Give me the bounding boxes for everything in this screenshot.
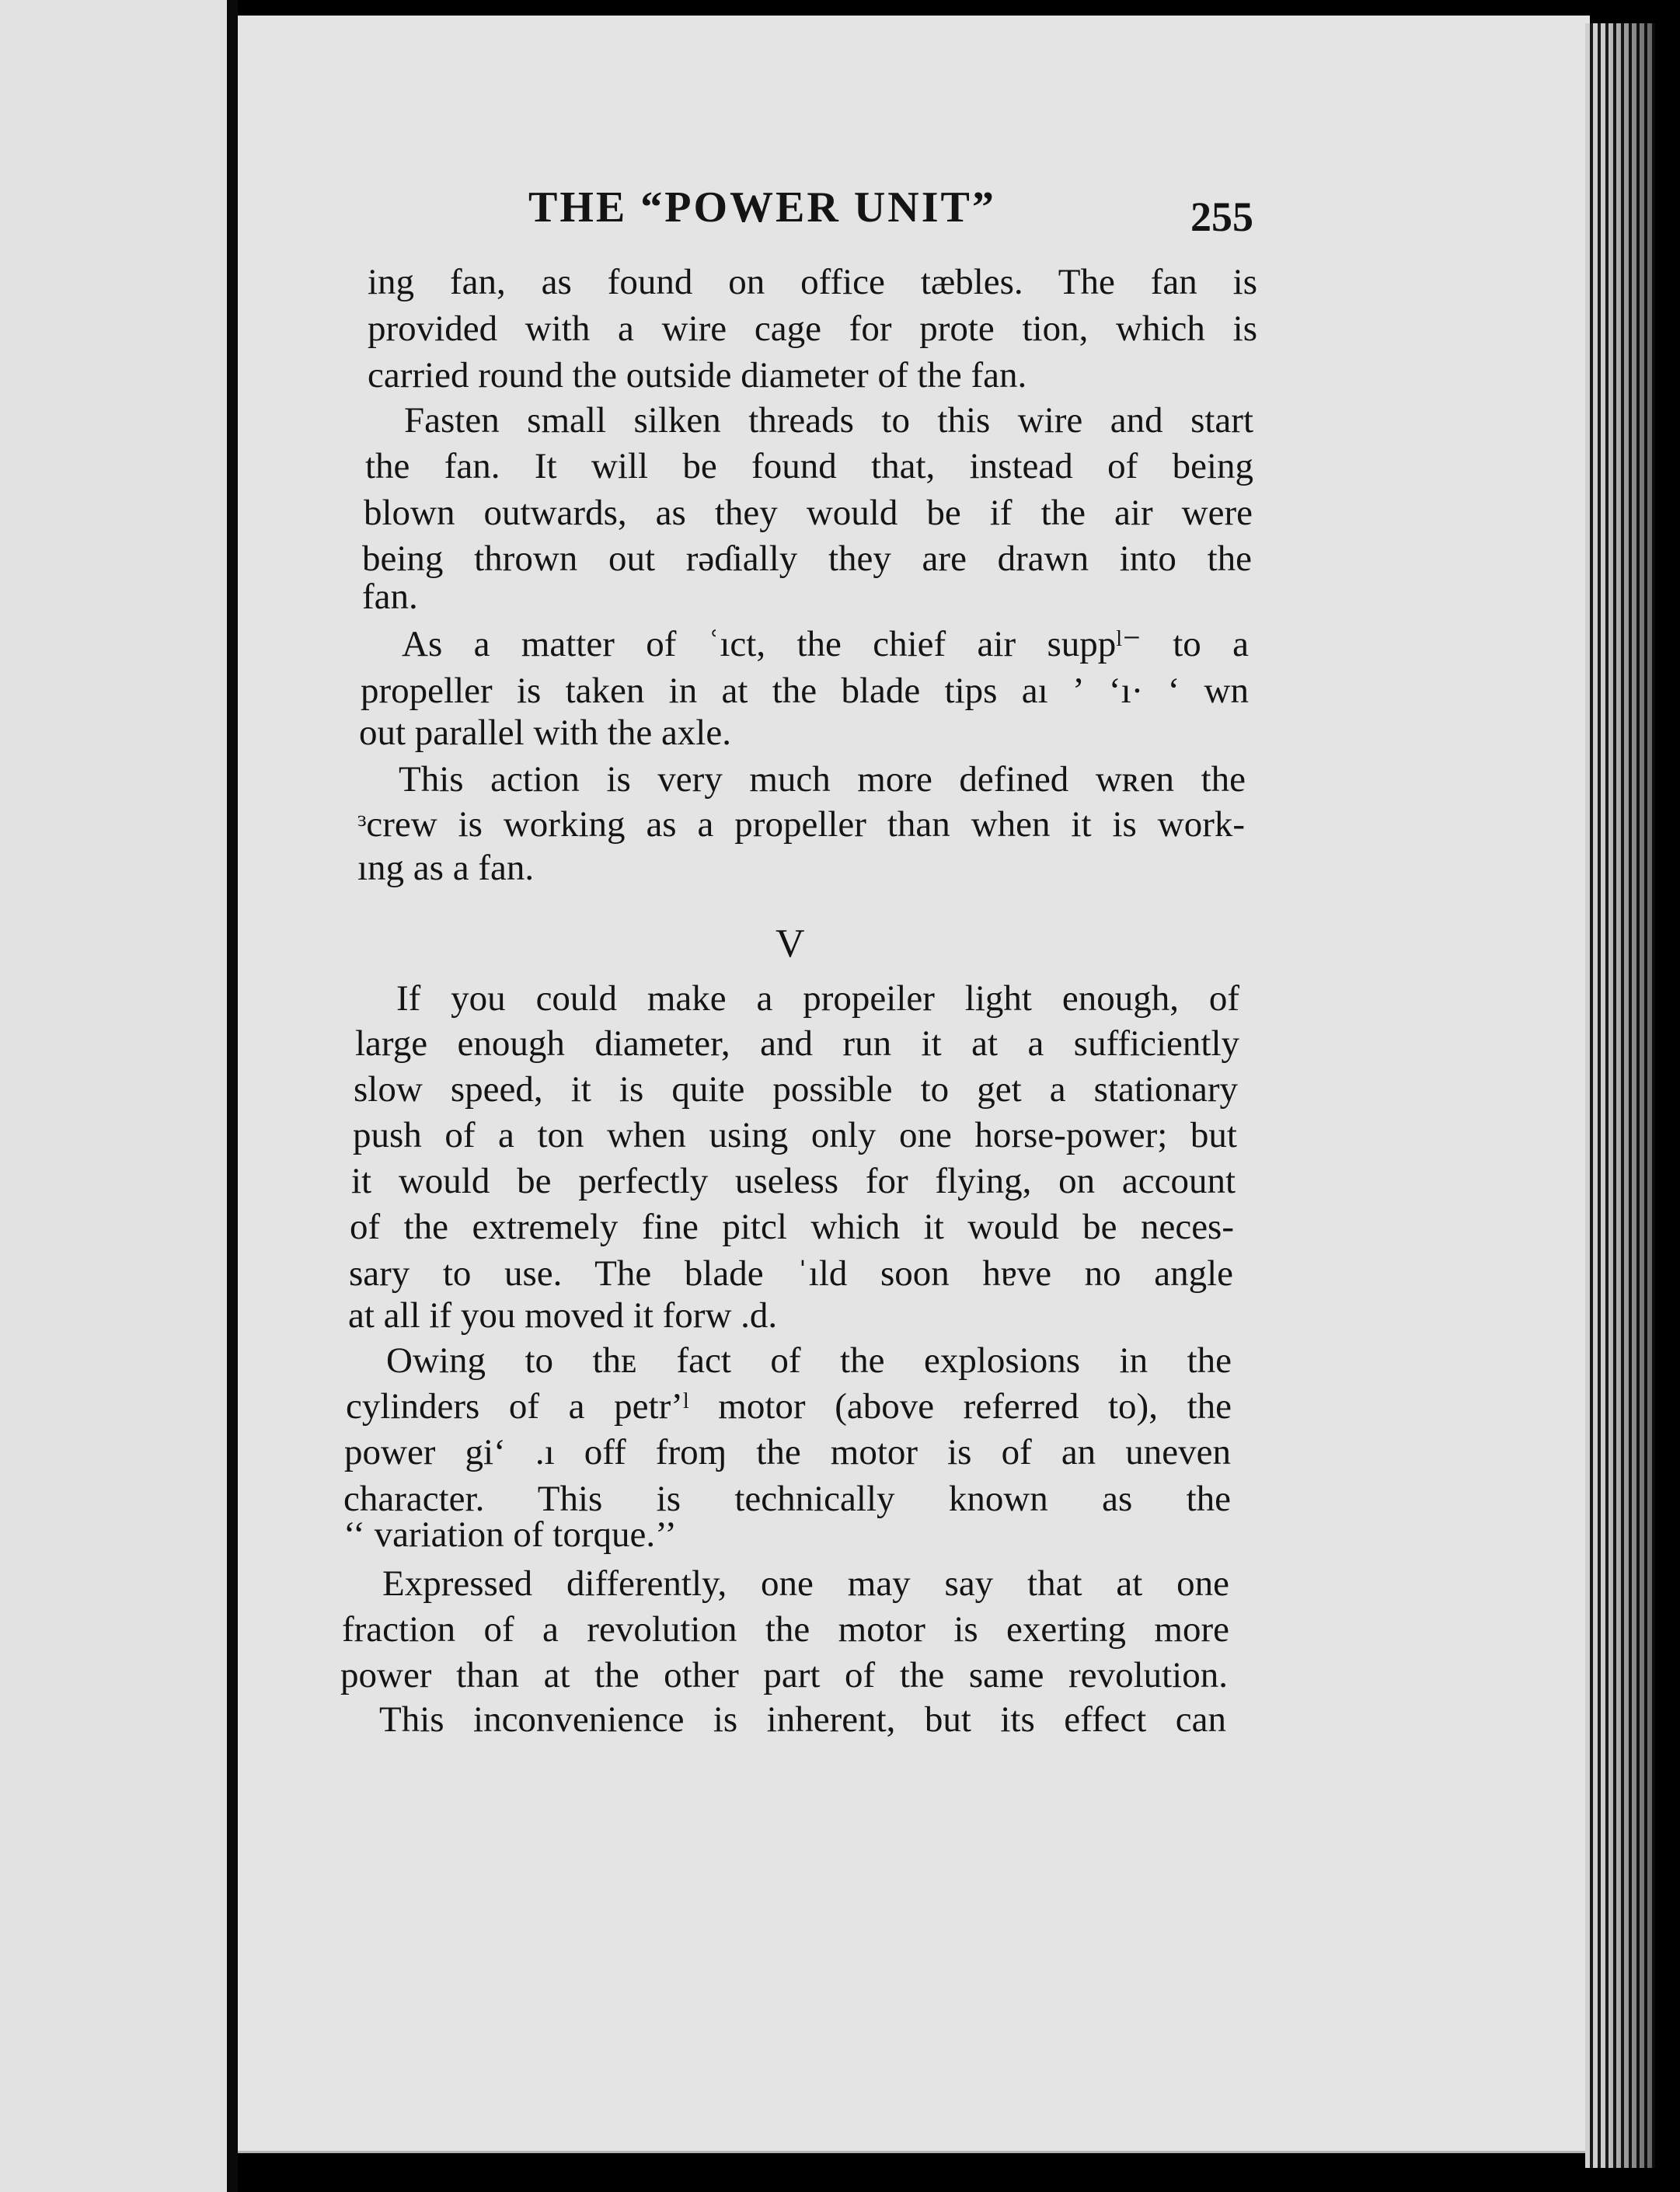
text-line: of the extremely fine pitcl which it would be neces- bbox=[350, 1207, 1234, 1247]
text-line: power giʻ .ı off froɱ the motor is of an uneven bbox=[344, 1432, 1231, 1472]
text-line: push of a ton when using only one horse-power; but bbox=[353, 1115, 1237, 1155]
facing-page-edge bbox=[0, 0, 227, 2192]
text-line: propeller is taken in at the blade tips aı ʼ ʻı· ʻ wn bbox=[361, 671, 1249, 711]
text-line: fan. bbox=[362, 577, 418, 617]
text-line: power than at the other part of the same revolution. bbox=[340, 1655, 1228, 1695]
text-line: large enough diameter, and run it at a sufficiently bbox=[355, 1023, 1239, 1064]
text-line: Fasten small silken threads to this wire and start bbox=[404, 400, 1253, 441]
text-line: If you could make a propeiler light enough, of bbox=[396, 978, 1239, 1019]
text-line: character. This is technically known as the bbox=[343, 1479, 1231, 1519]
text-line: ᵌcrew is working as a propeller than when it is work- bbox=[357, 804, 1245, 845]
text-line: slow speed, it is quite possible to get a stationary bbox=[354, 1069, 1238, 1110]
text-line: carried round the outside diameter of the fan. bbox=[368, 355, 1027, 396]
text-line: out parallel with the axle. bbox=[359, 713, 731, 753]
text-line: provided with а wire cage for prote tion, which is bbox=[368, 308, 1257, 349]
text-line: cylinders of a petrʼˡ motor (above referred to), the bbox=[346, 1386, 1232, 1427]
text-line: ing fan, as found on office tæbles. The fan is bbox=[368, 262, 1257, 302]
text-line: This inconvenience is inherent, but its effect can bbox=[379, 1699, 1226, 1740]
text-line: ıng as a fan. bbox=[357, 848, 535, 888]
text-line: ‘‘ variation of torque.’’ bbox=[343, 1514, 677, 1555]
text-line: As a matter of ʿıct, the chief air suppˡ⁻ to a bbox=[402, 624, 1249, 664]
text-line: at all if you moved it forw .d. bbox=[348, 1295, 778, 1336]
text-line: being thrown out rəɗially they are drawn into the bbox=[362, 538, 1252, 579]
page-gutter bbox=[227, 0, 238, 2192]
running-head: THE “POWER UNIT” bbox=[528, 183, 996, 232]
text-line: This action is very much more defined wʀen the bbox=[399, 759, 1246, 800]
text-line: the fan. It will be found that, instead of being bbox=[365, 446, 1253, 486]
text-line: Expressed differently, one may say that at one bbox=[382, 1563, 1229, 1604]
page-stack-shadow bbox=[1601, 23, 1655, 2168]
page-number: 255 bbox=[1190, 193, 1253, 240]
text-line: sary to use. The blade ˈıld soon hɐve no angle bbox=[349, 1253, 1233, 1294]
section-heading: V bbox=[776, 922, 805, 966]
text-line: it would be perfectly useless for flying, on account bbox=[351, 1161, 1236, 1201]
text-line: blown outwards, as they would be if the аir were bbox=[364, 493, 1253, 533]
text-line: Owing to thᴇ fact of the explosions in the bbox=[386, 1340, 1232, 1381]
text-line: fraction of a revolution the motor is exerting more bbox=[342, 1609, 1229, 1650]
